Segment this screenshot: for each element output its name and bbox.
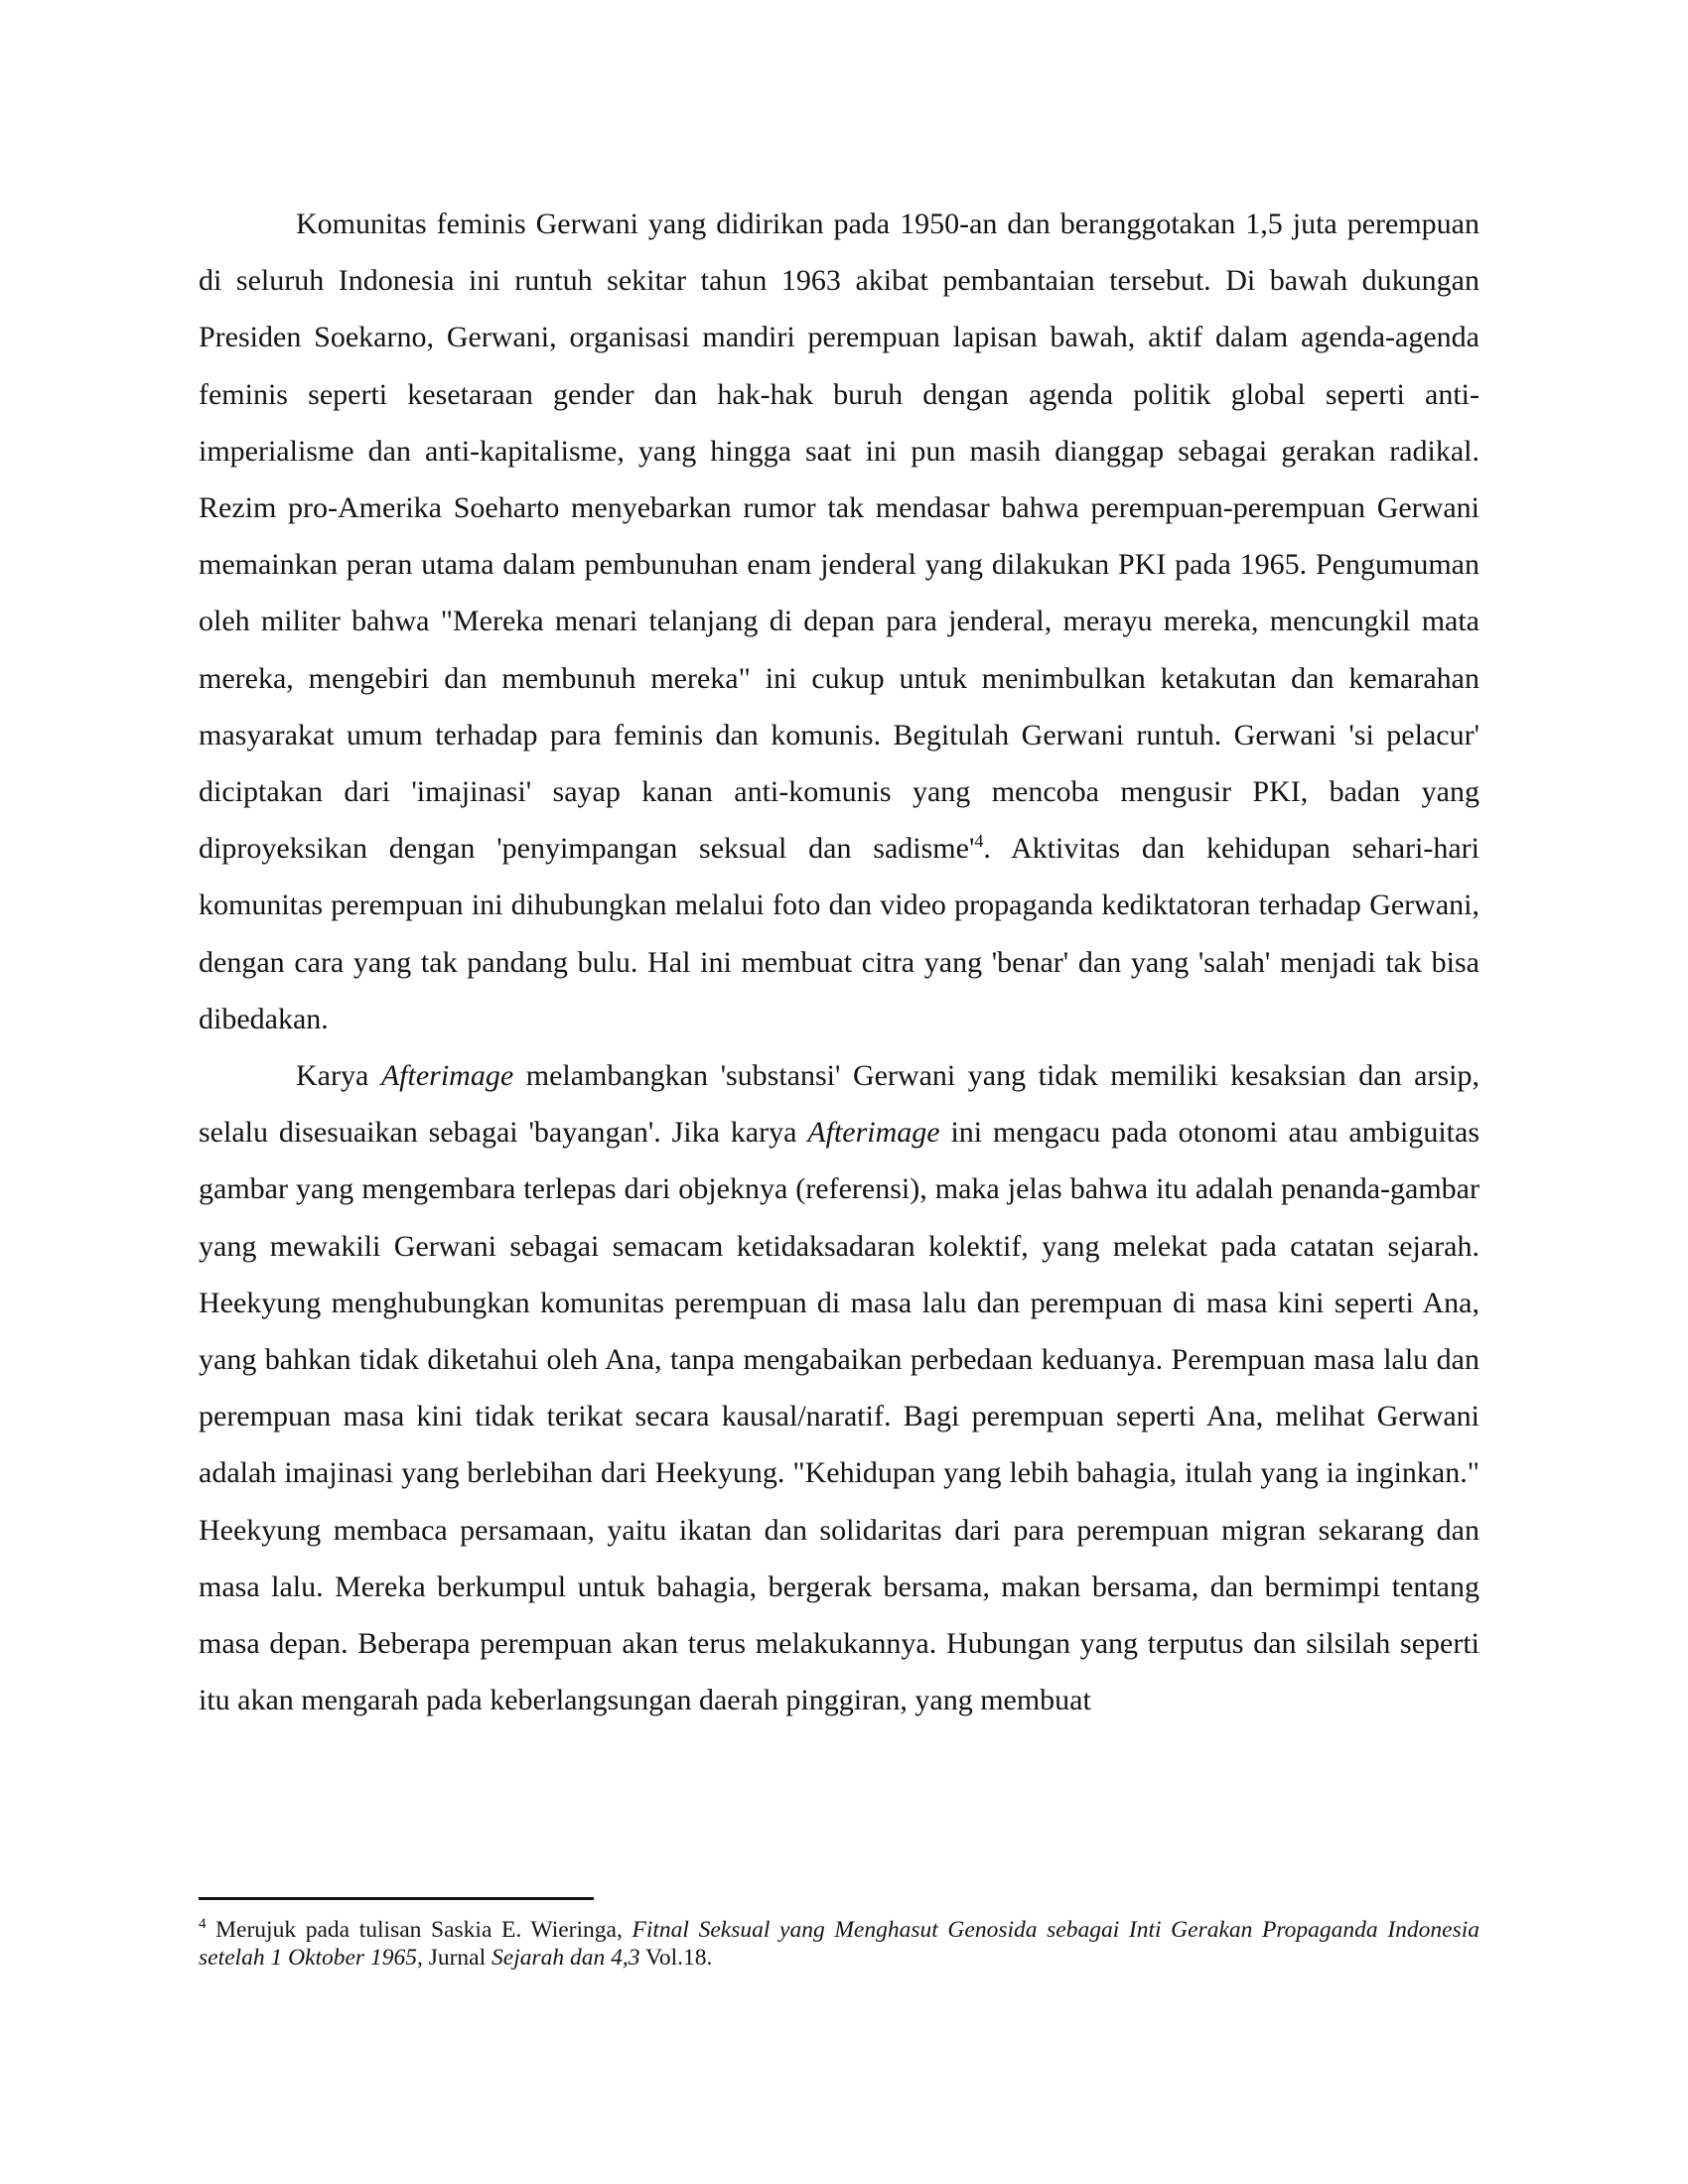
paragraph-1-text-a: Komunitas feminis Gerwani yang didirikan pada 1950-an dan beranggotakan 1,5 juta perempuan di seluruh Indonesia ini runtuh sekitar tahun 1963 akibat pembantaian tersebut. Di bawah dukungan Presiden Soekarno, Gerwani, organisasi mandiri perempuan lapisan bawah, aktif dalam agenda-agenda feminis seperti kesetaraan gender dan hak-hak buruh dengan agenda politik global seperti anti-imperialisme dan anti-kapitalisme, yang hingga saat ini pun masih dianggap sebagai gerakan radikal. Rezim pro-Amerika Soeharto menyebarkan rumor tak mendasar bahwa perempuan-perempuan Gerwani memainkan peran utama dalam pembunuhan enam jenderal yang dilakukan PKI pada 1965. Pengumuman oleh militer bahwa "Mereka menari telanjang di depan para jenderal, merayu mereka, mencungkil mata mereka, mengebiri dan membunuh mereka" ini cukup untuk menimbulkan ketakutan dan kemarahan masyarakat umum terhadap para feminis dan komunis. Begitulah Gerwani runtuh. Gerwani 'si pelacur' diciptakan dari 'imajinasi' sayap kanan anti-komunis yang mencoba mengusir PKI, badan yang diproyeksikan dengan 'penyimpangan seksual dan sadisme' [199,207,1479,866]
paragraph-2 [199,1047,1479,1728]
paragraph-2-text-c: ini mengacu pada otonomi atau ambiguitas gambar yang mengembara terlepas dari objeknya (referensi), maka jelas bahwa itu adalah penanda-gambar yang mewakili Gerwani sebagai semacam ketidaksadaran kolektif, yang melekat pada catatan sejarah. Heekyung menghubungkan komunitas perempuan di masa lalu dan perempuan di masa kini seperti Ana, yang bahkan tidak diketahui oleh Ana, tanpa mengabaikan perbedaan keduanya. Perempuan masa lalu dan perempuan masa kini tidak terikat secara kausal/naratif. Bagi perempuan seperti Ana, melihat Gerwani adalah imajinasi yang berlebihan dari Heekyung. "Kehidupan yang lebih bahagia, itulah yang ia inginkan." Heekyung membaca persamaan, yaitu ikatan dan solidaritas dari para perempuan migran sekarang dan masa lalu. Mereka berkumpul untuk bahagia, bergerak bersama, makan bersama, dan bermimpi tentang masa depan. Beberapa perempuan akan terus melakukannya. Hubungan yang terputus dan silsilah seperti itu akan mengarah pada keberlangsungan daerah pinggiran, yang membuat [199,1116,1479,1717]
footnote-text-c: Vol.18. [639,1945,713,1971]
footnote-journal-title: Sejarah dan 4,3 [492,1945,640,1971]
footnote-divider [199,1897,594,1900]
paragraph-2-text-b: melambangkan 'substansi' Gerwani yang tidak memiliki kesaksian dan arsip, selalu disesuaikan sebagai 'bayangan'. Jika karya [199,1059,1479,1150]
artwork-title: Afterimage [380,1059,514,1093]
footnote-reference: 4 [974,831,984,852]
footnote-text-a: Merujuk pada tulisan Saskia E. Wieringa, [206,1917,633,1943]
body-text [199,196,1479,1728]
paragraph-1-text-b: . Aktivitas dan kehidupan sehari-hari komunitas perempuan ini dihubungkan melalui foto dan video propaganda kediktatoran terhadap Gerwani, dengan cara yang tak pandang bulu. Hal ini membuat citra yang 'benar' dan yang 'salah' menjadi tak bisa dibedakan. [199,832,1479,1035]
artwork-title: Afterimage [807,1116,940,1150]
paragraph-2-text-a: Karya [296,1059,381,1093]
paragraph-1 [199,196,1479,1047]
footnote-text-b: , Jurnal [416,1945,492,1971]
footnote-article-title: Fitnal Seksual yang Menghasut Genosida sebagai Inti Gerakan Propaganda Indonesia setelah 1 Oktober 1965 [199,1917,1479,1971]
footnote [199,1916,1479,1972]
footnote-number: 4 [199,1916,207,1933]
